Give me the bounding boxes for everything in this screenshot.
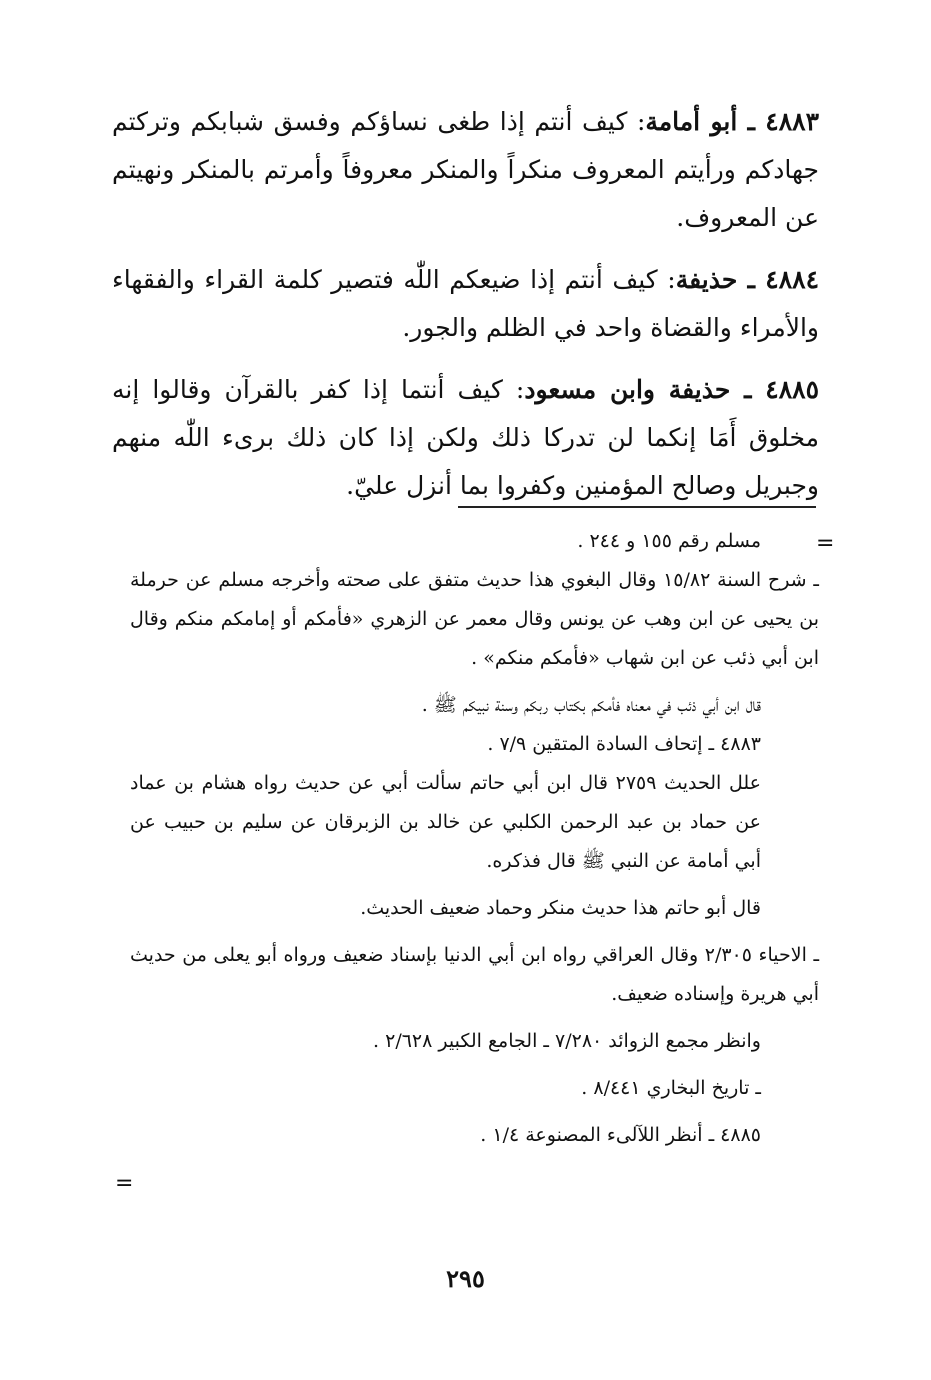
footnotes (130, 522, 819, 1155)
entry-separator: ـ (730, 375, 766, 404)
footnote-line: ـ شرح السنة ١٥/٨٢ وقال البغوي هذا حديث متفق على صحته وأخرجه مسلم عن حرملة بن يحيى عن ابن وهب عن يونس وقال معمر عن الزهري «فأمكم أو إمامكم منكم وقال ابن أبي ذئب عن ابن شهاب «فأمكم منكم» . (130, 569, 819, 669)
entry-number: ٤٨٨٣ (765, 107, 819, 136)
footnote-line: قال ابن أبي ذئب في معناه فأمكم بكتاب ربكم وسنة نبيكم ﷺ . (421, 694, 761, 716)
main-text (112, 98, 819, 524)
footnote-line: وانظر مجمع الزوائد ٧/٢٨٠ ـ الجامع الكبير ٢/٦٢٨ . (373, 1030, 761, 1052)
footnote-line: قال أبو حاتم هذا حديث منكر وحماد ضعيف الحديث. (360, 897, 761, 919)
entry-separator: ـ (737, 107, 766, 136)
continuation-mark-top: = (816, 531, 835, 556)
page-number: ٢٩٥ (446, 1264, 485, 1293)
entry-number: ٤٨٨٤ (765, 265, 819, 294)
entry-4885 (112, 366, 819, 510)
footnote-line: ـ الاحياء ٢/٣٠٥ وقال العراقي رواه ابن أبي الدنيا بإسناد ضعيف ورواه أبو يعلى من حديث أبي هريرة وإسناده ضعيف. (130, 944, 820, 1005)
continuation-mark-bottom: = (115, 1171, 134, 1196)
footnote-line: ـ تاريخ البخاري ٨/٤٤١ . (581, 1077, 761, 1099)
entry-separator: ـ (737, 265, 766, 294)
footnote-line: مسلم رقم ١٥٥ و ٢٤٤ . (577, 530, 761, 552)
entry-text: : كيف أنتما إذا كفر بالقرآن وقالوا إنه مخلوق أَمَا إنكما لن تدركا ذلك ولكن إذا كان ذلك برىء اللّٰه منهم وجبريل وصالح المؤمنين وكفروا بما أنزل عليّ. (112, 375, 819, 500)
entry-heading: حذيفة وابن مسعود (524, 375, 731, 404)
footnote-line: ٤٨٨٣ ـ إتحاف السادة المتقين ٧/٩ . (487, 733, 761, 755)
entry-heading: حذيفة (675, 265, 738, 294)
footnote-line: ٤٨٨٥ ـ أنظر اللآلىء المصنوعة ١/٤ . (480, 1124, 761, 1146)
footnote-divider (458, 506, 816, 508)
footnote-line: علل الحديث ٢٧٥٩ قال ابن أبي حاتم سألت أبي عن حديث رواه هشام بن عماد عن حماد بن عبد الرحمن الكلبي عن خالد بن الزبرقان عن سليم بن حبيب عن أبي أمامة عن النبي ﷺ قال فذكره. (130, 772, 761, 872)
entry-text: : كيف أنتم إذا ضيعكم اللّٰه فتصير كلمة القراء والفقهاء والأمراء والقضاة واحد في الظلم والجور. (112, 265, 819, 342)
entry-text: : كيف أنتم إذا طغى نساؤكم وفسق شبابكم وتركتم جهادكم ورأيتم المعروف منكراً والمنكر معروفاً وأمرتم بالمنكر ونهيتم عن المعروف. (112, 107, 819, 232)
entry-heading: أبو أمامة (645, 107, 738, 136)
entry-4884 (112, 256, 819, 352)
entry-4883 (112, 98, 819, 242)
entry-number: ٤٨٨٥ (765, 375, 820, 404)
